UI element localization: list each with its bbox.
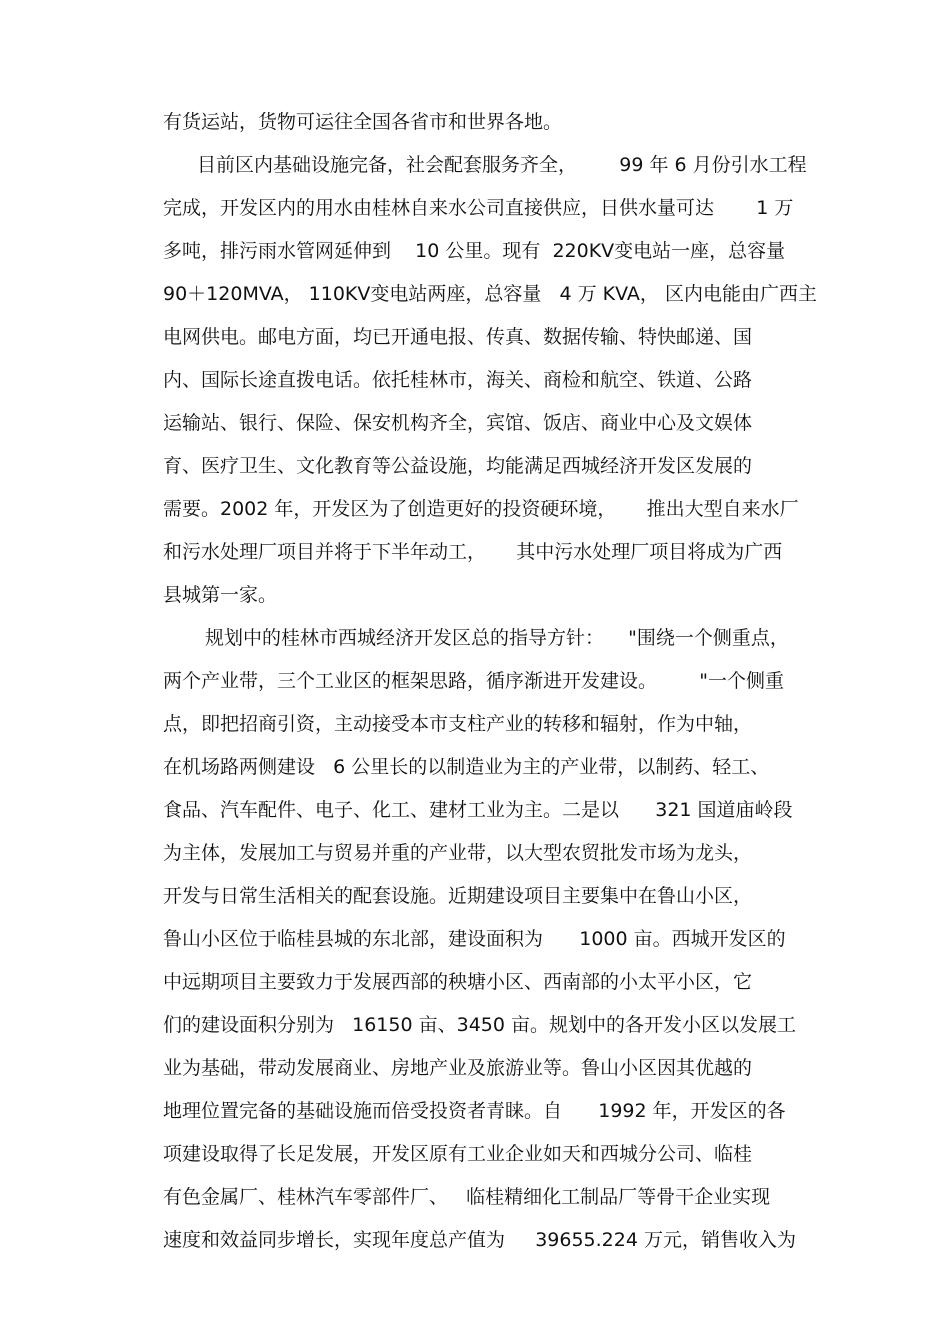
text-line: 开发与日常生活相关的配套设施。近期建设项目主要集中在鲁山小区，	[163, 885, 753, 907]
text-line: 有色金属厂、桂林汽车零部件厂、 临桂精细化工制品厂等骨干企业实现	[163, 1186, 771, 1208]
text-line: 两个产业带，三个工业区的框架思路，循序渐进开发建设。 "一个侧重	[163, 670, 785, 692]
text-line: 目前区内基础设施完备，社会配套服务齐全， 99 年 6 月份引水工程	[197, 154, 807, 176]
text-line: 完成，开发区内的用水由桂林自来水公司直接供应，日供水量可达 1 万	[163, 197, 794, 219]
text-line: 有货运站，货物可运往全国各省市和世界各地。	[163, 111, 563, 133]
text-line: 需要。2002 年，开发区为了创造更好的投资硬环境， 推出大型自来水厂	[163, 498, 799, 520]
text-line: 内、国际长途直拨电话。依托桂林市，海关、商检和航空、铁道、公路	[163, 369, 753, 391]
text-line: 们的建设面积分别为 16150 亩、3450 亩。规划中的各开发小区以发展工	[163, 1014, 796, 1036]
text-line: 规划中的桂林市西城经济开发区总的指导方针： "围绕一个侧重点，	[205, 627, 789, 649]
text-line: 多吨，排污雨水管网延伸到 10 公里。现有 220KV变电站一座，总容量	[163, 240, 786, 262]
text-line: 项建设取得了长足发展，开发区原有工业企业如天和西城分公司、临桂	[163, 1143, 753, 1165]
text-line: 在机场路两侧建设 6 公里长的以制造业为主的产业带，以制药、轻工、	[163, 756, 770, 778]
text-line: 鲁山小区位于临桂县城的东北部，建设面积为 1000 亩。西城开发区的	[163, 928, 786, 950]
text-line: 县城第一家。	[163, 584, 278, 606]
text-line: 速度和效益同步增长，实现年度总产值为 39655.224 万元，销售收入为	[163, 1229, 796, 1251]
text-line: 点，即把招商引资，主动接受本市支柱产业的转移和辐射，作为中轴，	[163, 713, 753, 735]
text-line: 育、医疗卫生、文化教育等公益设施，均能满足西城经济开发区发展的	[163, 455, 753, 477]
text-line: 中远期项目主要致力于发展西部的秧塘小区、西南部的小太平小区，它	[163, 971, 753, 993]
text-line: 食品、汽车配件、电子、化工、建材工业为主。二是以 321 国道庙岭段	[163, 799, 793, 821]
text-line: 运输站、银行、保险、保安机构齐全，宾馆、饭店、商业中心及文娱体	[163, 412, 753, 434]
text-line: 电网供电。邮电方面，均已开通电报、传真、数据传输、特快邮递、国	[163, 326, 753, 348]
text-line: 90＋120MVA， 110KV变电站两座，总容量 4 万 KVA， 区内电能由广西主	[163, 283, 817, 305]
text-line: 地理位置完备的基础设施而倍受投资者青睐。自 1992 年，开发区的各	[163, 1100, 786, 1122]
text-line: 为主体，发展加工与贸易并重的产业带，以大型农贸批发市场为龙头，	[163, 842, 753, 864]
text-line: 业为基础，带动发展商业、房地产业及旅游业等。鲁山小区因其优越的	[163, 1057, 753, 1079]
text-line: 和污水处理厂项目并将于下半年动工， 其中污水处理厂项目将成为广西	[163, 541, 783, 563]
